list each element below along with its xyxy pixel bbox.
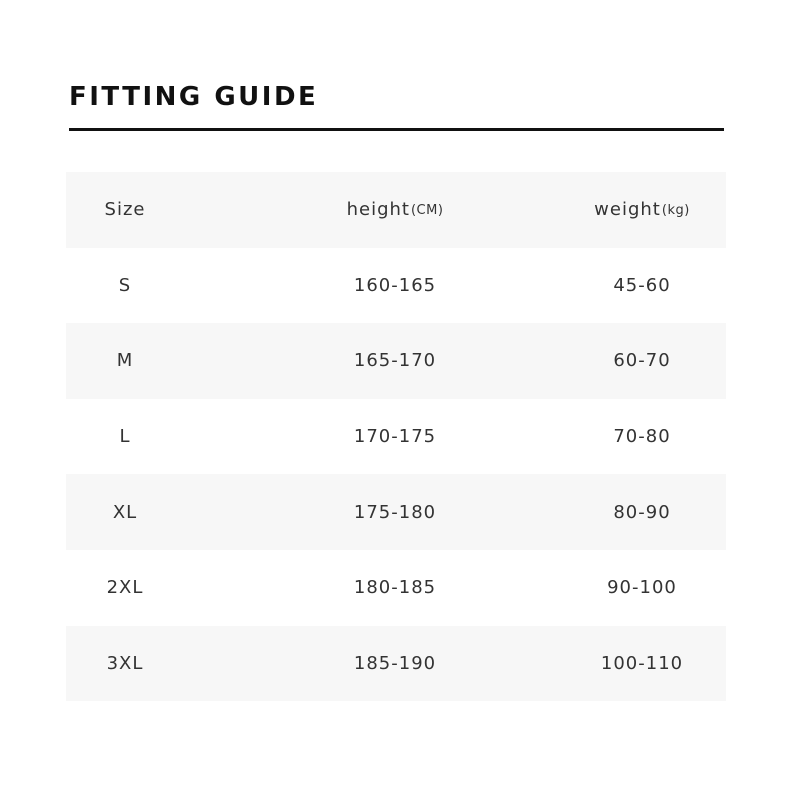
- weight-cell: 100-110: [600, 652, 684, 674]
- size-cell: XL: [112, 501, 138, 523]
- table-header-row: [66, 172, 726, 248]
- weight-cell: 45-60: [613, 274, 671, 296]
- table-row: [66, 626, 726, 702]
- size-table: [66, 172, 726, 701]
- header-label-weight: weight: [594, 199, 661, 221]
- weight-cell: 80-90: [613, 501, 671, 523]
- weight-cell: 90-100: [607, 577, 677, 599]
- header-cell-weight: [582, 172, 702, 248]
- size-cell: L: [119, 426, 131, 448]
- weight-cell: 60-70: [613, 350, 671, 372]
- header-cell-height: [330, 172, 460, 248]
- title-divider: [69, 128, 724, 131]
- table-row: [66, 399, 726, 475]
- header-label-size: Size: [104, 199, 146, 221]
- header-unit-weight: (kg): [661, 203, 690, 219]
- table-row: [66, 474, 726, 550]
- size-cell: M: [116, 350, 134, 372]
- height-cell: 180-185: [353, 577, 437, 599]
- table-row: [66, 550, 726, 626]
- height-cell: 175-180: [353, 501, 437, 523]
- height-cell: 160-165: [353, 274, 437, 296]
- height-cell: 165-170: [353, 350, 437, 372]
- height-cell: 170-175: [353, 426, 437, 448]
- size-cell: S: [118, 274, 132, 296]
- header-cell-size: [85, 172, 165, 248]
- weight-cell: 70-80: [613, 426, 671, 448]
- page-title: FITTING GUIDE: [69, 82, 319, 112]
- table-row: [66, 248, 726, 324]
- size-cell: 3XL: [106, 652, 144, 674]
- table-row: [66, 323, 726, 399]
- height-cell: 185-190: [353, 652, 437, 674]
- size-cell: 2XL: [106, 577, 144, 599]
- header-unit-height: (CM): [410, 203, 444, 219]
- header-label-height: height: [346, 199, 410, 221]
